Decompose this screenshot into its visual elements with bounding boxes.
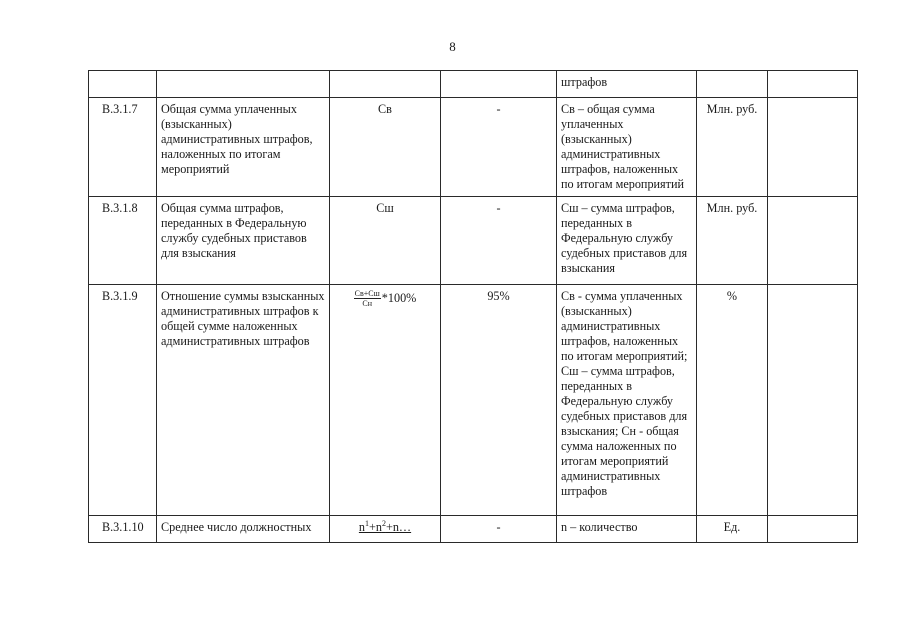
row-extra (768, 197, 858, 285)
table-row (89, 516, 858, 543)
row-extra (768, 516, 858, 543)
formula-numerator: Св+Сш (354, 289, 380, 298)
row-description: Св – общая сумма уплаченных (взысканных) административных штрафов, наложенных по итогам мероприятий (557, 98, 697, 197)
formula-expression (359, 520, 411, 534)
row-extra (768, 285, 858, 516)
row-unit (697, 71, 768, 98)
row-unit: % (697, 285, 768, 516)
formula-term: n (358, 520, 365, 534)
row-description: Сш – сумма штрафов, переданных в Федеральную службу судебных приставов для взыскания (557, 197, 697, 285)
row-target: 95% (441, 285, 557, 516)
row-extra (768, 98, 858, 197)
table-row (89, 285, 858, 516)
row-code: В.3.1.7 (89, 98, 157, 197)
formula-suffix: *100% (381, 291, 417, 305)
formula-term: +n (368, 520, 382, 534)
page-number: 8 (449, 39, 456, 54)
indicators-table (88, 70, 858, 543)
row-code: В.3.1.10 (89, 516, 157, 543)
row-target: - (441, 98, 557, 197)
row-code: В.3.1.8 (89, 197, 157, 285)
table-row (89, 197, 858, 285)
formula-denominator: Сн (362, 299, 373, 308)
row-target: - (441, 197, 557, 285)
formula-superscript: 1 (364, 518, 369, 528)
row-extra (768, 71, 858, 98)
row-description: Св - сумма уплаченных (взысканных) административных штрафов, наложенных по итогам мероприятий; Сш – сумма штрафов, переданных в Федеральную службу судебных приставов для взыскания; Сн - общая сумма наложенных по итогам мероприятий административных штрафов (557, 285, 697, 516)
row-name: Среднее число должностных (157, 516, 330, 543)
row-description: n – количество (557, 516, 697, 543)
row-formula (330, 71, 441, 98)
row-name: Общая сумма штрафов, переданных в Федеральную службу судебных приставов для взыскания (157, 197, 330, 285)
row-target: - (441, 516, 557, 543)
formula-term: +n… (385, 520, 412, 534)
row-code (89, 71, 157, 98)
table-row (89, 71, 858, 98)
row-name: Общая сумма уплаченных (взысканных) административных штрафов, наложенных по итогам мероприятий (157, 98, 330, 197)
row-name: Отношение суммы взысканных административных штрафов к общей сумме наложенных административных штрафов (157, 285, 330, 516)
row-formula (330, 285, 441, 516)
row-formula: Сш (330, 197, 441, 285)
row-name (157, 71, 330, 98)
formula-superscript: 2 (381, 518, 386, 528)
row-unit: Млн. руб. (697, 98, 768, 197)
row-unit: Ед. (697, 516, 768, 543)
row-code: В.3.1.9 (89, 285, 157, 516)
row-target (441, 71, 557, 98)
row-formula (330, 516, 441, 543)
table-row (89, 98, 858, 197)
row-description: штрафов (557, 71, 697, 98)
row-unit: Млн. руб. (697, 197, 768, 285)
formula-fraction (354, 289, 381, 308)
row-formula: Св (330, 98, 441, 197)
